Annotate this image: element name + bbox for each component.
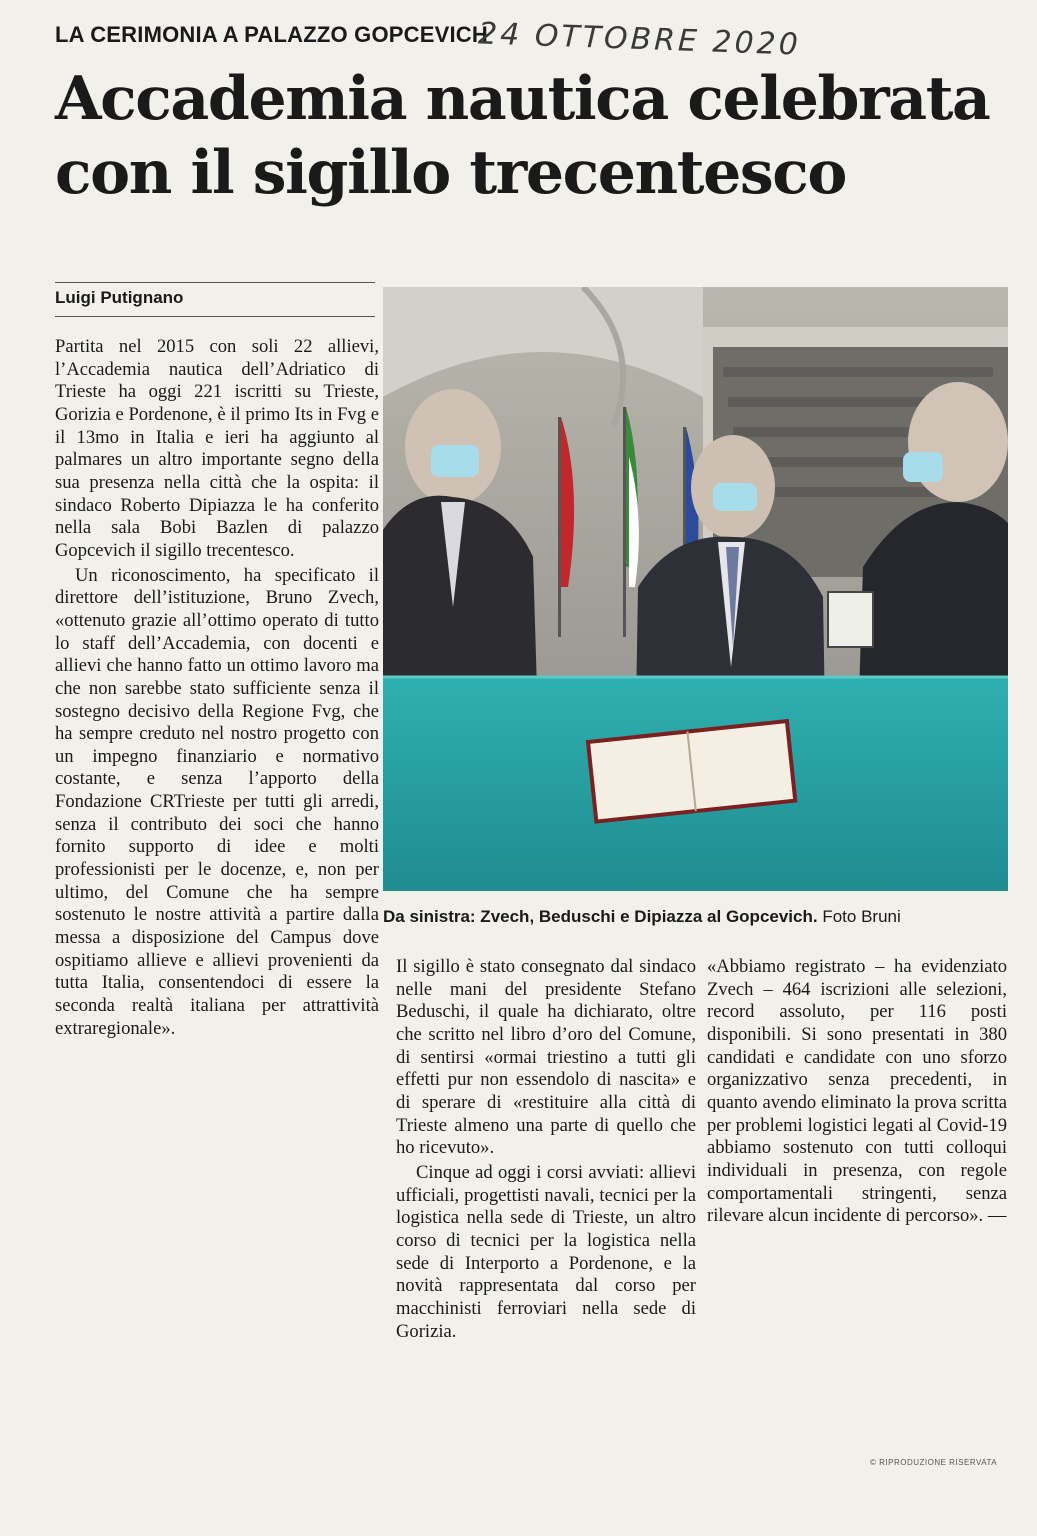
byline-rule-top (55, 282, 375, 283)
paragraph: Un riconoscimento, ha specificato il direttore dell’istituzione, Bruno Zvech, «ottenuto grazie all’ottimo operato di tutto lo staff dell’Accademia, con docenti e allievi che hanno fatto un ottimo lavoro ma che non sarebbe stato sufficiente senza il sostegno decisivo della Regione Fvg, che ha sempre creduto nel nostro progetto con un impegno finanziario e normativo costante, e senza l’apporto della Fondazione CRTrieste per tutti gli arredi, senza il contributo dei soci che hanno fornito supporto di idee e molti professionisti per le docenze, e, non per ultimo, del Comune che ha sempre sostenuto le nostre attività a partire dalla messa a disposizione del Campus dove ospitiamo allieve e allievi provenienti da tutta Italia, consentendoci di essere la seconda realtà italiana per attrattività extraregionale». (55, 564, 379, 1039)
copyright-notice: © RIPRODUZIONE RISERVATA (870, 1458, 998, 1467)
article-column-2 (396, 956, 696, 1343)
headline-line-1: Accademia nautica celebrata (55, 64, 990, 134)
photo-caption (383, 907, 1023, 927)
paragraph: Il sigillo è stato consegnato dal sindaco nelle mani del presidente Stefano Beduschi, il quale ha dichiarato, oltre che scritto nel libro d’oro del Comune, di sentirsi «ormai triestino a tutti gli effetti pur non essendolo di nascita» e di sperare di «restituire alla città di Trieste almeno una parte di quello che ho ricevuto». (396, 956, 696, 1159)
paragraph: Cinque ad oggi i corsi avviati: allievi ufficiali, progettisti navali, tecnici per la logistica nella sede di Trieste, un altro corso di tecnici per la logistica nella sede di Interporto a Pordenone, e la novità rappresentata dal corso per macchinisti ferroviari nella sede di Gorizia. (396, 1161, 696, 1342)
article-column-3 (707, 956, 1007, 1228)
kicker: LA CERIMONIA A PALAZZO GOPCEVICH (55, 22, 488, 47)
caption-text: Da sinistra: Zvech, Beduschi e Dipiazza al Gopcevich. (383, 907, 818, 926)
article-column-1 (55, 336, 379, 1040)
headline-line-2: con il sigillo trecentesco (55, 138, 847, 208)
photo-illustration (383, 287, 1008, 891)
byline: Luigi Putignano (55, 288, 184, 307)
headline (55, 62, 1020, 210)
paragraph: «Abbiamo registrato – ha evidenziato Zvech – 464 iscrizioni alle selezioni, record assoluto, per 116 posti disponibili. Si sono presentati in 380 candidati e candidate con uno sforzo organizzativo senza precedenti, in quanto avendo eliminato la prova scritta per problemi logistici legati al Covid-19 abbiamo sostenuto con tutti colloqui individuali in presenza, con regole comportamentali stringenti, senza rilevare alcun incidente di percorso». — (707, 956, 1007, 1227)
handwritten-date: 24 OTTOBRE 2020 (477, 16, 802, 63)
paragraph: Partita nel 2015 con soli 22 allievi, l’Accademia nautica dell’Adriatico di Trieste ha oggi 221 iscritti su Trieste, Gorizia e Pordenone, è il primo Its in Fvg e il 13mo in Italia e ieri ha aggiunto al palmares un altro importante segno della sua presenza nella città che la ospita: il sindaco Roberto Dipiazza le ha conferito nella sala Bobi Bazlen di palazzo Gopcevich il sigillo trecentesco. (55, 336, 379, 561)
byline-rule-bottom (55, 316, 375, 317)
article-photo (383, 287, 1008, 891)
photo-credit: Foto Bruni (822, 907, 901, 926)
